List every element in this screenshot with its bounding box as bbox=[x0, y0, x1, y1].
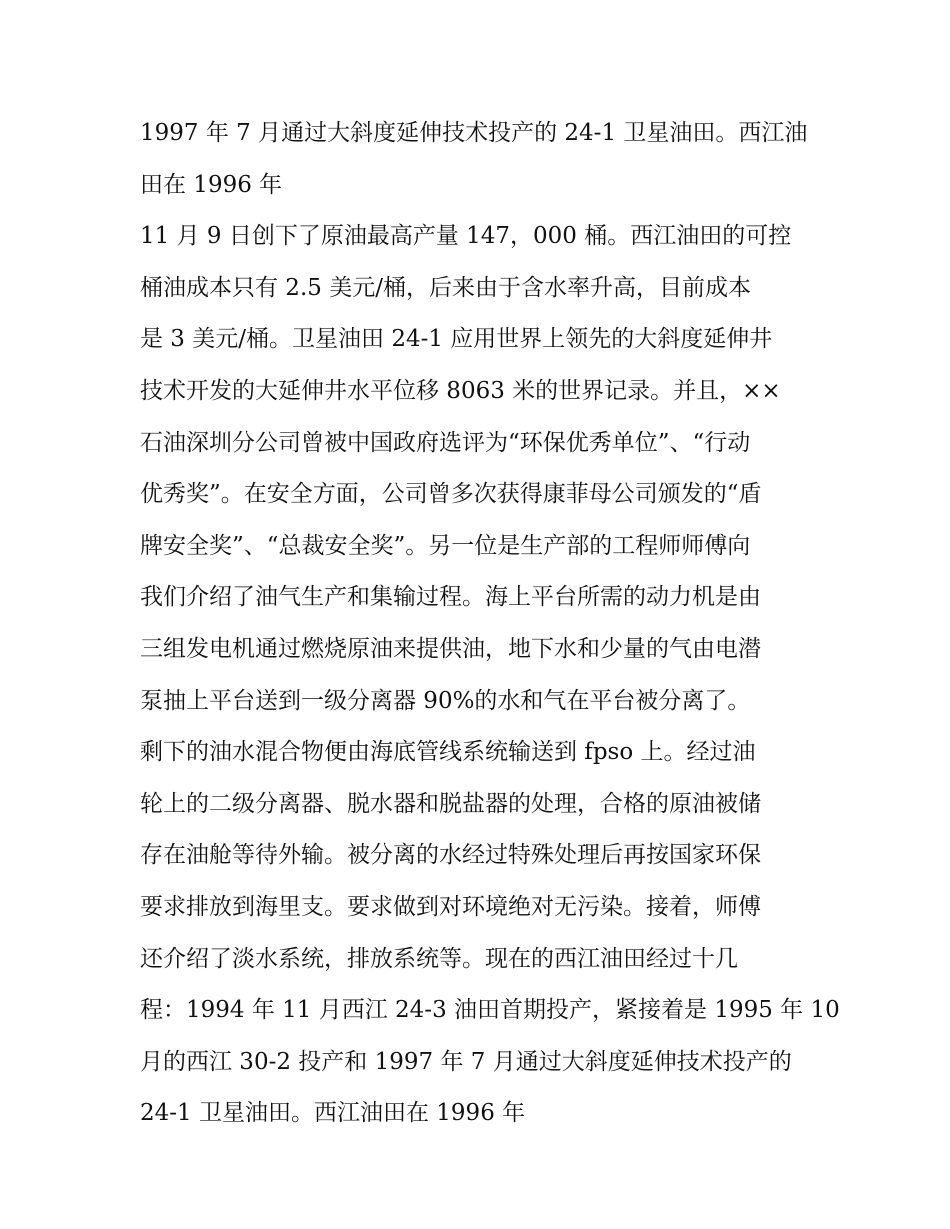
text-line: 我们介绍了油气生产和集输过程。海上平台所需的动力机是由 bbox=[140, 584, 761, 611]
body-text bbox=[140, 108, 840, 1140]
text-line: 优秀奖”。在安全方面，公司曾多次获得康菲母公司颁发的“盾 bbox=[140, 481, 762, 508]
text-line: 石油深圳分公司曾被中国政府选评为“环保优秀单位”、“行动 bbox=[140, 429, 751, 456]
text-line: 存在油舱等待外输。被分离的水经过特殊处理后再按国家环保 bbox=[140, 842, 761, 869]
text-line: 是 3 美元/桶。卫星油田 24-1 应用世界上领先的大斜度延伸井 bbox=[140, 326, 773, 353]
text-line: 三组发电机通过燃烧原油来提供油，地下水和少量的气由电潜 bbox=[140, 635, 761, 662]
text-line: 泵抽上平台送到一级分离器 90%的水和气在平台被分离了。 bbox=[140, 687, 751, 714]
text-line: 程：1994 年 11 月西江 24-3 油田首期投产，紧接着是 1995 年 10 bbox=[140, 997, 840, 1024]
text-line: 轮上的二级分离器、脱水器和脱盐器的处理，合格的原油被储 bbox=[140, 790, 761, 817]
text-line: 剩下的油水混合物便由海底管线系统输送到 fpso 上。经过油 bbox=[140, 739, 756, 766]
text-line: 11 月 9 日创下了原油最高产量 147，000 桶。西江油田的可控 bbox=[140, 223, 792, 250]
text-line: 田在 1996 年 bbox=[140, 171, 283, 198]
text-line: 要求排放到海里支。要求做到对环境绝对无污染。接着，师傅 bbox=[140, 893, 761, 920]
text-line: 月的西江 30-2 投产和 1997 年 7 月通过大斜度延伸技术投产的 bbox=[140, 1048, 792, 1075]
text-line: 24-1 卫星油田。西江油田在 1996 年 bbox=[140, 1100, 526, 1127]
text-line: 牌安全奖”、“总裁安全奖”。另一位是生产部的工程师师傅向 bbox=[140, 532, 751, 559]
text-line: 还介绍了淡水系统，排放系统等。现在的西江油田经过十几 bbox=[140, 945, 738, 972]
text-line: 桶油成本只有 2.5 美元/桶，后来由于含水率升高，目前成本 bbox=[140, 274, 751, 301]
text-line: 技术开发的大延伸井水平位移 8063 米的世界记录。并且，×× bbox=[140, 377, 781, 404]
text-line: 1997 年 7 月通过大斜度延伸技术投产的 24-1 卫星油田。西江油 bbox=[140, 120, 808, 146]
